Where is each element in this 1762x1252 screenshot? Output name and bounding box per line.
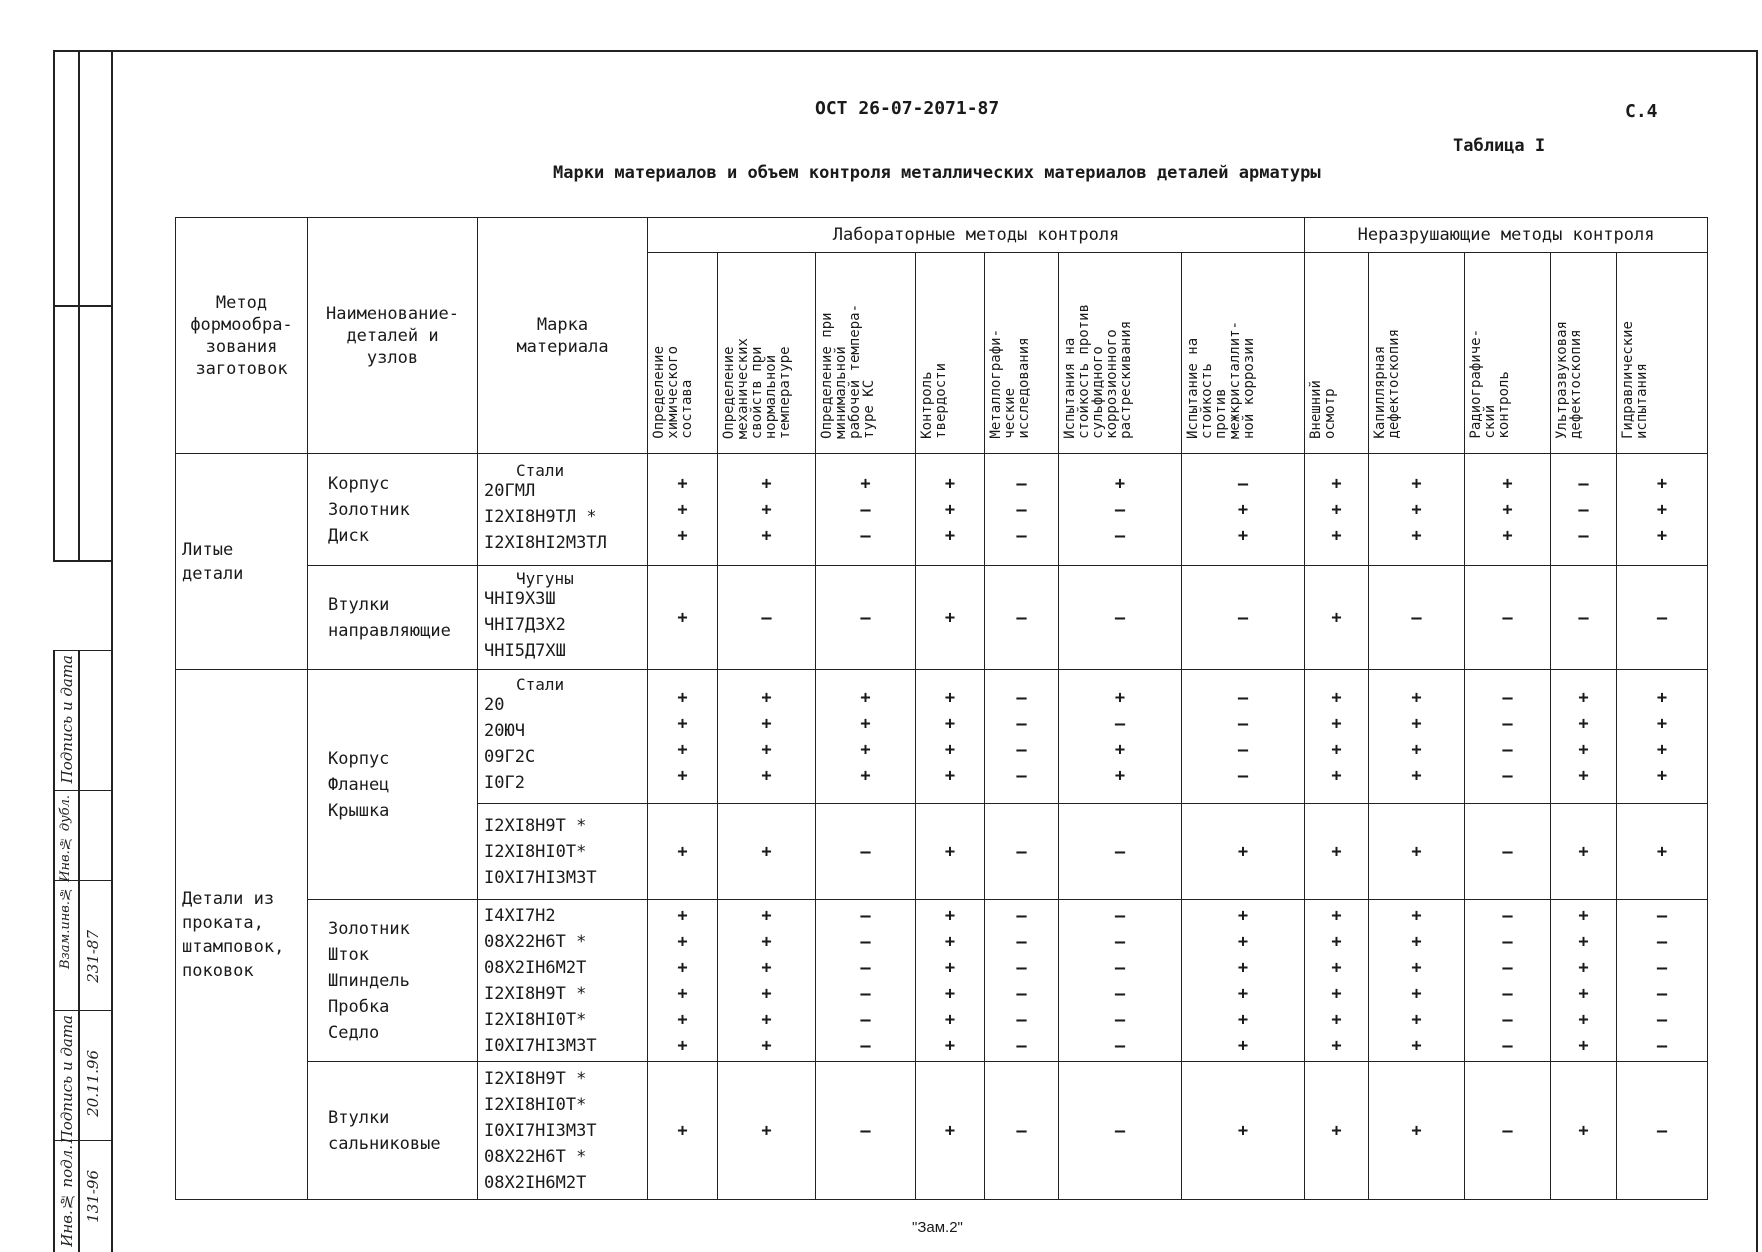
mark-cell: + + + + + + [1551, 900, 1617, 1062]
stamp-cell [53, 650, 111, 651]
mark-cell: – [718, 566, 816, 670]
strip-divider [53, 305, 111, 307]
mark-cell: + + + [718, 454, 816, 566]
mark-cell: + + + + [816, 670, 916, 804]
mark-cell: – [1059, 566, 1182, 670]
material-cell: I2XI8H9T * I2XI8HI0T* I0XI7HI3M3T 08X22H6T * 08X2IH6M2T [478, 1062, 648, 1200]
mark-cell: – – – – – – [985, 900, 1059, 1062]
table-row [176, 900, 1708, 1062]
mark-cell: + [1305, 1062, 1369, 1200]
material-cell: Стали 20 20ЮЧ 09Г2С I0Г2 [478, 670, 648, 804]
mark-cell: + [1551, 1062, 1617, 1200]
mark-cell: + [1182, 1062, 1305, 1200]
mark-cell: – [1465, 1062, 1551, 1200]
mark-cell: – [816, 1062, 916, 1200]
mark-cell: – [1465, 566, 1551, 670]
stamp-label-original-no: Инв.№ подл. [58, 1145, 76, 1247]
column-header: Металлографи- ческие исследования [985, 253, 1059, 454]
document-code: ОСТ 26-07-2071-87 [815, 98, 1000, 119]
part-cell: Втулки направляющие [308, 566, 478, 670]
method-header: Метод формообра- зования заготовок [176, 218, 308, 454]
mark-cell: – [1465, 804, 1551, 900]
mark-cell: + + + + [1305, 670, 1369, 804]
strip-divider [53, 560, 111, 562]
mark-cell: + – – [1059, 454, 1182, 566]
table-row [176, 566, 1708, 670]
page-top-border [53, 50, 1757, 52]
stamp-label-signature-date: Подпись и дата [58, 655, 76, 784]
mark-cell: – – – – – – [1465, 900, 1551, 1062]
material-cell: I2XI8H9T * I2XI8HI0T* I0XI7HI3M3T [478, 804, 648, 900]
mark-cell: + – – [816, 454, 916, 566]
mark-cell: – [1551, 566, 1617, 670]
mark-cell: + [916, 566, 985, 670]
table-row [176, 454, 1708, 566]
method-cell: Литые детали [176, 454, 308, 670]
stamp-label-signature-date-2: Подпись и дата [58, 1015, 76, 1144]
mark-cell: + + + [1369, 454, 1465, 566]
mark-cell: + + + + [1617, 670, 1708, 804]
mark-cell: + [718, 1062, 816, 1200]
mark-cell: + [1369, 804, 1465, 900]
mark-cell: + + + + + + [1305, 900, 1369, 1062]
mark-cell: + – + + [1059, 670, 1182, 804]
stamp-label-inventory: Взам.инв.№ Инв.№ дубл. [58, 795, 73, 969]
mark-cell: – [985, 804, 1059, 900]
mark-cell: + + + [1465, 454, 1551, 566]
materials-control-table [175, 217, 1708, 1200]
mark-cell: – – – – [1182, 670, 1305, 804]
stamp-value-date: 20.11.96 [84, 1050, 102, 1117]
mark-cell: – [1182, 566, 1305, 670]
table-title: Марки материалов и объем контроля металлических материалов деталей арматуры [553, 163, 1321, 183]
stamp-outer-line [53, 650, 55, 1252]
part-cell: Втулки сальниковые [308, 1062, 478, 1200]
material-cell: I4XI7H2 08X22H6T * 08X2IH6M2T I2XI8H9T * I2XI8HI0T* I0XI7HI3M3T [478, 900, 648, 1062]
mark-cell: + + + + + + [916, 900, 985, 1062]
mark-cell: – [985, 566, 1059, 670]
mark-cell: – [816, 804, 916, 900]
table-label: Таблица I [1453, 136, 1546, 156]
mark-cell: – [1059, 1062, 1182, 1200]
method-cell: Детали из проката, штамповок, поковок [176, 670, 308, 1200]
mark-cell: – – – – [985, 670, 1059, 804]
mark-cell: + + + [648, 454, 718, 566]
column-header: Гидравлические испытания [1617, 253, 1708, 454]
page-left-border [111, 50, 113, 1252]
mark-cell: + + + [1305, 454, 1369, 566]
part-header: Наименование- деталей и узлов [308, 218, 478, 454]
column-header: Определение механических свойств при нормальной температуре [718, 253, 816, 454]
mark-cell: + [916, 804, 985, 900]
part-cell: Корпус Золотник Диск [308, 454, 478, 566]
mark-cell: + + + + + + [1182, 900, 1305, 1062]
mark-cell: + + + [1617, 454, 1708, 566]
mark-cell: + [1182, 804, 1305, 900]
mark-cell: + [648, 1062, 718, 1200]
mark-cell: + [1305, 566, 1369, 670]
stamp-value-original-no: 131-96 [84, 1170, 102, 1223]
ndt-methods-header: Неразрушающие методы контроля [1305, 218, 1708, 253]
mark-cell: + [718, 804, 816, 900]
column-header: Внешний осмотр [1305, 253, 1369, 454]
column-header: Капиллярная дефектоскопия [1369, 253, 1465, 454]
column-header: Определение при минимальной рабочей темпера- туре КС [816, 253, 916, 454]
column-header: Радиографиче- ский контроль [1465, 253, 1551, 454]
mark-cell: + [1551, 804, 1617, 900]
mark-cell: – [1059, 804, 1182, 900]
mark-cell: – – – [1551, 454, 1617, 566]
lab-methods-header: Лабораторные методы контроля [648, 218, 1305, 253]
stamp-cell [53, 790, 111, 791]
stamp-cell [53, 1010, 111, 1011]
column-header: Испытание на стойкость против межкристаллит- ной коррозии [1182, 253, 1305, 454]
mark-cell: + [648, 566, 718, 670]
mark-cell: + + + + [1551, 670, 1617, 804]
mark-cell: + [1617, 804, 1708, 900]
mark-cell: – – – [985, 454, 1059, 566]
mark-cell: – – – – – – [1059, 900, 1182, 1062]
column-header: Ультразвуковая дефектоскопия [1551, 253, 1617, 454]
mark-cell: + + + + [718, 670, 816, 804]
page-right-border [1756, 50, 1758, 1252]
mark-cell: + + + + + + [1369, 900, 1465, 1062]
column-header: Определение химического состава [648, 253, 718, 454]
mark-cell: + + + [916, 454, 985, 566]
mark-cell: – [1369, 566, 1465, 670]
mark-cell: + [648, 804, 718, 900]
mark-cell: + + + + + + [648, 900, 718, 1062]
mark-cell: – [816, 566, 916, 670]
mark-cell: + + + + [916, 670, 985, 804]
mark-cell: – – – – [1465, 670, 1551, 804]
mark-cell: – [985, 1062, 1059, 1200]
material-cell: Стали 20ГМЛ I2XI8H9TЛ * I2XI8HI2M3TЛ [478, 454, 648, 566]
mark-cell: – – – – – – [1617, 900, 1708, 1062]
part-cell: Золотник Шток Шпиндель Пробка Седло [308, 900, 478, 1062]
part-cell: Корпус Фланец Крышка [308, 670, 478, 900]
mark-cell: + + + + [1369, 670, 1465, 804]
mark-cell: – + + [1182, 454, 1305, 566]
column-header: Контроль твердости [916, 253, 985, 454]
table-row [176, 1062, 1708, 1200]
mark-cell: – [1617, 1062, 1708, 1200]
mark-cell: + + + + + + [718, 900, 816, 1062]
mark-cell: – [1617, 566, 1708, 670]
mark-cell: + [1369, 1062, 1465, 1200]
stamp-value-replaced-no: 231-87 [84, 930, 102, 983]
stamp-mid-line [78, 650, 80, 1252]
mark-cell: – – – – – – [816, 900, 916, 1062]
mark-cell: + [916, 1062, 985, 1200]
material-cell: Чугуны ЧHI9X3Ш ЧHI7Д3X2 ЧHI5Д7XШ [478, 566, 648, 670]
mark-cell: + + + + [648, 670, 718, 804]
material-header: Марка материала [478, 218, 648, 454]
mark-cell: + [1305, 804, 1369, 900]
column-header: Испытания на стойкость против сульфидного коррозионного растрескивания [1059, 253, 1182, 454]
page-number: С.4 [1625, 101, 1658, 122]
table-row [176, 670, 1708, 804]
revision-note: "Зам.2" [912, 1219, 963, 1236]
